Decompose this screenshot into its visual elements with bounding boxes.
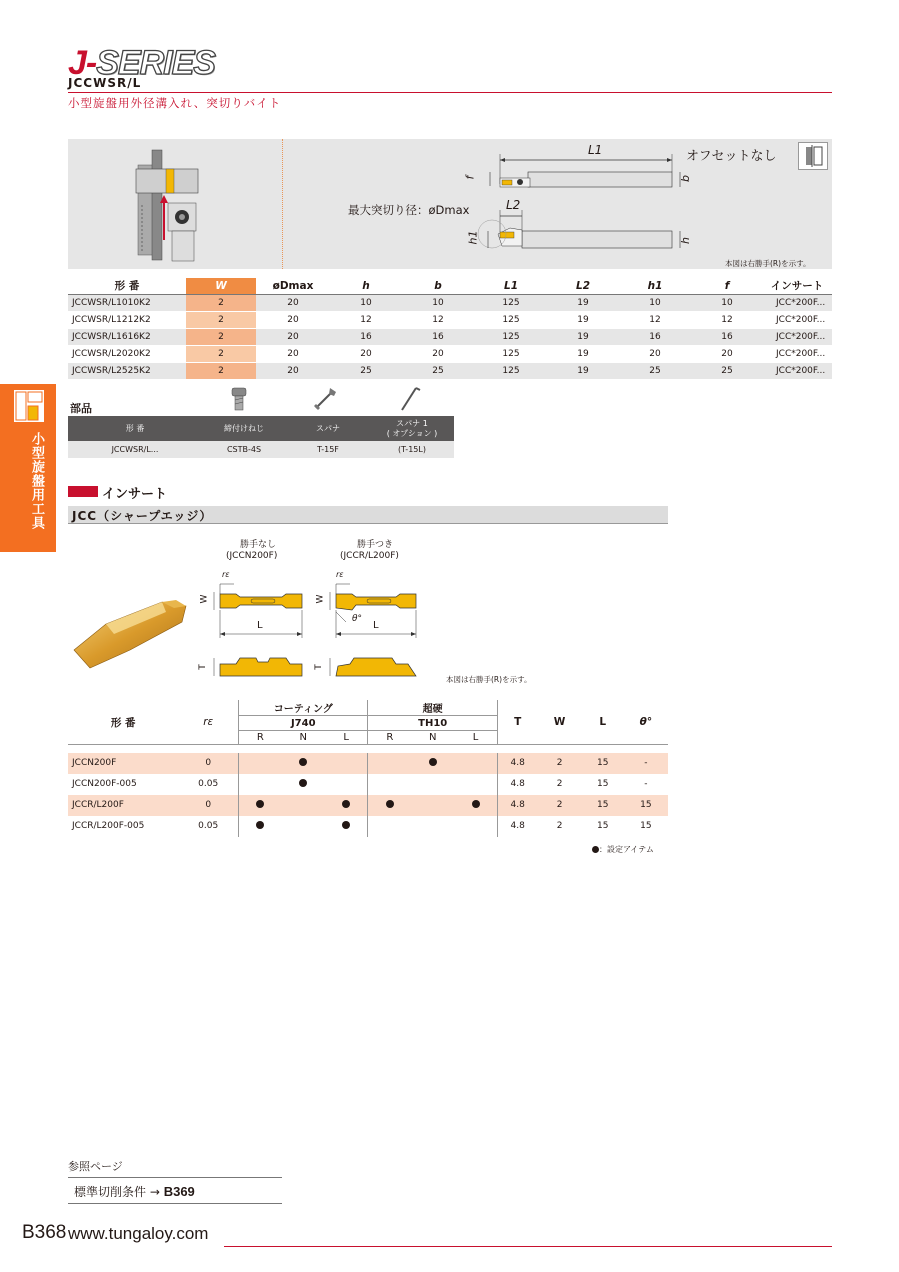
cell-l1: 125	[502, 314, 520, 325]
optional-wrench-icon	[396, 384, 422, 414]
cell-t: 4.8	[510, 821, 525, 831]
cell-f: 12	[721, 314, 733, 325]
cell-t: 4.8	[497, 753, 537, 774]
col-l: L	[599, 716, 607, 728]
grade-mark-cell	[239, 774, 282, 795]
available-dot-icon	[256, 800, 264, 808]
available-dot-icon	[386, 800, 394, 808]
cell-l2: 19	[548, 294, 618, 311]
neutral-label: 勝手なし	[240, 540, 277, 550]
cell-insert: JCC*200F...	[762, 328, 832, 345]
cell-model: JCCR/L200F-005	[72, 821, 145, 831]
cell-insert: JCC*200F...	[776, 314, 826, 325]
grade-mark-cell	[368, 753, 411, 774]
insert-dimension-drawing	[196, 566, 436, 690]
col-dmax: øDmax	[272, 279, 314, 292]
offset-label: オフセットなし	[686, 149, 777, 164]
available-dot-icon	[472, 800, 480, 808]
cell-w: 2	[186, 294, 256, 311]
carbide-header: 超硬	[368, 700, 497, 716]
table-row	[68, 311, 832, 328]
cell-h1: 16	[618, 328, 692, 345]
max-cut-label: 最大突切り径：øDmax	[348, 203, 470, 217]
cell-w: 2	[556, 821, 563, 831]
cell-dmax: 20	[287, 348, 299, 359]
parts-table	[68, 416, 454, 458]
grade-mark-cell	[411, 795, 454, 816]
grade-mark-cell	[454, 795, 497, 816]
grade-mark-cell	[325, 816, 368, 837]
grade-mark-cell	[368, 816, 411, 837]
parts-col-wrench: スパナ	[286, 416, 370, 441]
cell-insert: JCC*200F...	[762, 362, 832, 379]
footer-rule	[224, 1246, 832, 1247]
cell-theta: 15	[640, 821, 652, 831]
wrench-icon	[312, 386, 338, 412]
parts-col-wrench-opt: スパナ 1 ( オプション )	[370, 416, 454, 441]
grade-mark-cell	[454, 753, 497, 774]
cell-model: JCCWSR/L1010K2	[68, 294, 186, 311]
dim-re-label-handed: rε	[336, 570, 344, 579]
cell-h: 25	[330, 362, 402, 379]
grade-mark-cell	[368, 795, 411, 816]
col-re: rε	[178, 700, 238, 745]
cell-l1: 125	[474, 328, 548, 345]
clamp-screw-icon	[228, 386, 250, 412]
cell-w: 2	[186, 345, 256, 362]
cell-insert: JCC*200F...	[776, 348, 826, 359]
sub-col-r: R	[256, 732, 264, 743]
sub-col-n: N	[299, 732, 307, 743]
dim-re-label: rε	[222, 570, 230, 579]
diagram-divider	[282, 139, 283, 269]
col-model: 形 番	[114, 280, 140, 293]
dim-f-label: f	[463, 175, 477, 180]
cell-w: 2	[538, 795, 582, 816]
col-model: 形 番	[110, 716, 136, 729]
handed-label: 勝手つき	[357, 540, 394, 550]
grade-mark-cell	[282, 774, 325, 795]
cell-h: 16	[330, 328, 402, 345]
series-logo: J-SERIES	[68, 44, 215, 82]
cell-b: 10	[402, 294, 474, 311]
coating-header: コーティング	[239, 700, 368, 716]
cell-theta: 15	[624, 795, 668, 816]
grade-mark-cell	[239, 795, 282, 816]
grade-mark-cell	[368, 774, 411, 795]
cell-w: 2	[186, 311, 256, 328]
parts-col-screw: 締付けねじ	[202, 416, 286, 441]
parts-cell-model: JCCWSR/L...	[68, 441, 202, 458]
cell-insert: JCC*200F...	[762, 294, 832, 311]
cell-h1: 12	[649, 314, 661, 325]
insert-section-title: インサート	[102, 487, 168, 502]
cell-dmax: 20	[256, 362, 330, 379]
cell-f: 25	[692, 362, 762, 379]
header-rule	[68, 92, 832, 93]
col-t: T	[514, 716, 522, 728]
cell-f: 16	[692, 328, 762, 345]
cell-l: 15	[582, 795, 624, 816]
neutral-code: (JCCN200F)	[226, 551, 278, 561]
side-tab-label: 小型旋盤用工具	[29, 432, 44, 530]
col-w: W	[186, 278, 256, 294]
cell-model: JCCWSR/L2525K2	[68, 362, 186, 379]
section-marker	[68, 486, 98, 497]
cell-l2: 19	[577, 348, 589, 359]
reference-title: 参照ページ	[68, 1160, 123, 1173]
grade-mark-cell	[325, 795, 368, 816]
grade-mark-cell	[454, 774, 497, 795]
legend	[592, 844, 654, 855]
dim-h1-label: h1	[466, 230, 480, 245]
grade-mark-cell	[239, 816, 282, 837]
parts-cell-screw: CSTB-4S	[202, 441, 286, 458]
available-dot-icon	[342, 800, 350, 808]
insert-family-title: JCC（シャープエッジ）	[72, 509, 213, 523]
cell-w: 2	[186, 328, 256, 345]
cell-l: 15	[596, 779, 609, 789]
grade-mark-cell	[282, 753, 325, 774]
dim-l-label-handed: L	[373, 620, 379, 631]
col-insert: インサート	[770, 280, 824, 293]
grade-mark-cell	[411, 816, 454, 837]
table-row	[68, 328, 832, 345]
parts-title: 部品	[70, 402, 92, 415]
cell-l: 15	[582, 753, 624, 774]
cell-b: 20	[432, 348, 444, 359]
cell-model: JCCWSR/L2020K2	[72, 348, 151, 359]
parts-col-model: 形 番	[68, 416, 202, 441]
col-b: b	[434, 279, 442, 292]
cell-b: 16	[402, 328, 474, 345]
parts-cell-wrench: T-15F	[286, 441, 370, 458]
col-theta: θ°	[639, 716, 653, 728]
cell-l1: 125	[502, 348, 520, 359]
cell-w: 2	[538, 753, 582, 774]
reference-link-page: B369	[163, 1184, 195, 1199]
available-dot-icon	[342, 821, 350, 829]
insert-grade-table	[68, 700, 668, 837]
reference-link-text: 標準切削条件 →	[74, 1185, 160, 1199]
dim-l1-label: L1	[588, 143, 603, 157]
cell-f: 20	[721, 348, 733, 359]
available-dot-icon	[299, 758, 307, 766]
cell-re: 0	[178, 753, 238, 774]
legend-dot-icon	[592, 846, 599, 853]
cell-w: 2	[556, 779, 563, 789]
cell-re: 0.05	[178, 774, 238, 795]
table-row	[68, 816, 668, 837]
dim-l2-label: L2	[506, 198, 521, 212]
col-w: W	[553, 716, 566, 728]
grade-mark-cell	[282, 816, 325, 837]
cell-l2: 19	[548, 362, 618, 379]
holder-spec-table	[68, 278, 832, 380]
model-code: JCCWSR/L	[68, 76, 142, 90]
parts-cell-wrench-opt: (T-15L)	[370, 441, 454, 458]
cell-b: 12	[432, 314, 444, 325]
grade-mark-cell	[411, 774, 454, 795]
sub-col-n: N	[428, 732, 437, 743]
grade-mark-cell	[282, 795, 325, 816]
dim-t-label: T	[197, 664, 208, 670]
dim-w-label-handed: W	[315, 594, 326, 604]
cell-dmax: 20	[287, 314, 299, 325]
legend-text: ：設定アイテム	[599, 845, 654, 854]
col-l2: L2	[576, 279, 590, 292]
cell-b: 25	[402, 362, 474, 379]
cell-l1: 125	[474, 294, 548, 311]
cell-model: JCCWSR/L1616K2	[68, 328, 186, 345]
diagram-note: 本図は右勝手(R)を示す。	[725, 259, 811, 268]
reference-rule-bottom	[68, 1203, 282, 1204]
page-subtitle: 小型旋盤用外径溝入れ、突切りバイト	[68, 96, 282, 110]
sub-col-l: L	[454, 731, 497, 745]
cell-l1: 125	[474, 362, 548, 379]
grade-mark-cell	[325, 774, 368, 795]
insert-note: 本図は右勝手(R)を示す。	[446, 675, 532, 684]
table-row	[68, 441, 454, 458]
cell-theta: -	[624, 753, 668, 774]
insert-photo	[70, 598, 190, 670]
carbide-grade: TH10	[368, 716, 497, 731]
table-row	[68, 362, 832, 379]
cell-t: 4.8	[510, 779, 525, 789]
col-h: h	[362, 279, 370, 292]
grade-mark-cell	[325, 753, 368, 774]
grade-mark-cell	[454, 816, 497, 837]
dim-h-label: h	[678, 237, 692, 244]
cell-h1: 25	[618, 362, 692, 379]
cell-theta: -	[644, 779, 648, 789]
cell-l2: 19	[577, 314, 589, 325]
cell-l: 15	[596, 821, 609, 831]
dim-b-label: b	[678, 175, 692, 182]
available-dot-icon	[256, 821, 264, 829]
cell-h: 10	[330, 294, 402, 311]
cell-dmax: 20	[256, 294, 330, 311]
cell-model: JCCN200F	[68, 753, 178, 774]
footer-url[interactable]: www.tungaloy.com	[68, 1224, 209, 1243]
lathe-tool-icon	[14, 390, 44, 422]
dim-l-label: L	[257, 620, 263, 631]
dim-t-label-handed: T	[313, 664, 324, 670]
grade-mark-cell	[411, 753, 454, 774]
cell-l2: 19	[548, 328, 618, 345]
handed-code: (JCCR/L200F)	[340, 551, 399, 561]
table-row	[68, 795, 668, 816]
cell-dmax: 20	[256, 328, 330, 345]
holder-dimension-drawing	[462, 142, 698, 260]
col-h1: h1	[647, 279, 663, 292]
table-row	[68, 774, 668, 795]
cell-f: 10	[692, 294, 762, 311]
table-row	[68, 753, 668, 774]
table-header-row	[68, 278, 832, 294]
table-row	[68, 294, 832, 311]
cell-t: 4.8	[497, 795, 537, 816]
dim-w-label: W	[199, 594, 210, 604]
cell-re: 0.05	[178, 816, 238, 837]
machine-schematic	[128, 145, 208, 263]
cell-h: 20	[360, 348, 372, 359]
cell-h1: 10	[618, 294, 692, 311]
grade-mark-cell	[239, 753, 282, 774]
offset-none-icon	[798, 142, 828, 170]
cell-re: 0	[178, 795, 238, 816]
cell-h: 12	[360, 314, 372, 325]
col-f: f	[724, 279, 730, 292]
cell-h1: 20	[649, 348, 661, 359]
cell-w: 2	[186, 362, 256, 379]
reference-rule-top	[68, 1177, 282, 1178]
sub-col-r: R	[386, 732, 394, 743]
table-row	[68, 345, 832, 362]
col-l1: L1	[504, 279, 518, 292]
available-dot-icon	[299, 779, 307, 787]
sub-col-l: L	[325, 731, 368, 745]
available-dot-icon	[429, 758, 437, 766]
dim-theta-label: θ°	[352, 614, 363, 624]
coating-grade: J740	[239, 716, 368, 731]
page-number: B368	[22, 1222, 67, 1243]
cell-model: JCCN200F-005	[72, 779, 137, 789]
cell-model: JCCWSR/L1212K2	[72, 314, 151, 325]
cell-model: JCCR/L200F	[68, 795, 178, 816]
reference-link[interactable]	[74, 1183, 195, 1200]
